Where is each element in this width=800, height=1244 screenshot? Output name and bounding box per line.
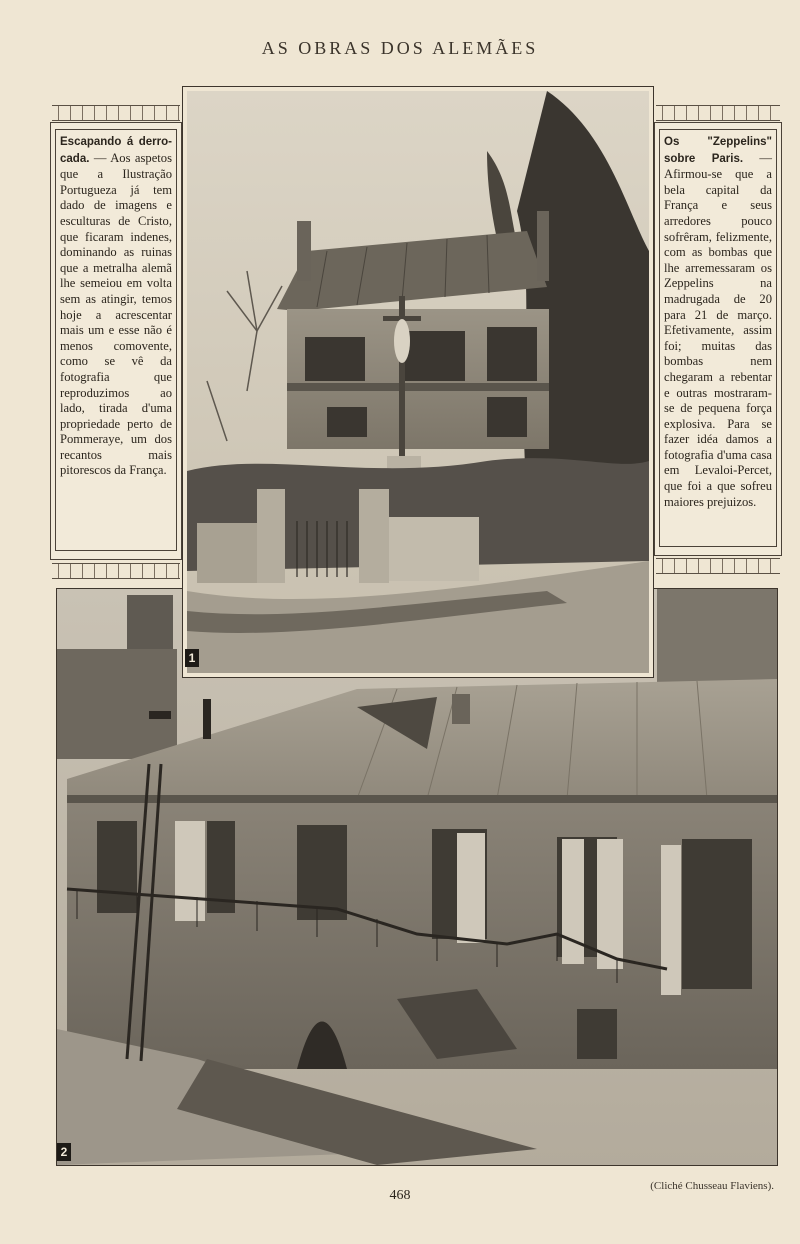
ornament-bottom-left (52, 563, 180, 579)
page-title: AS OBRAS DOS ALEMÃES (261, 38, 539, 58)
right-column-text (659, 129, 777, 547)
photo-credit: (Cliché Chusseau Flaviens). (650, 1180, 774, 1192)
page-number: 468 (389, 1188, 411, 1203)
left-column-heading: Escapando á derro-cada. (60, 136, 172, 165)
photo-1-number-badge: 1 (185, 649, 199, 667)
photo-1-image (187, 91, 649, 673)
left-column-body: — Aos aspetos que a Ilustração Portugueza já tem dado de imagens e esculturas de Cristo, que ficaram indenes, dominando as ruinas que a metralha alemã lhe semeiou em volta sem as atingir, temos hoje a acrescentar mais um e esse não é menos comovente, como se vê da fotografia que reproduzimos ao lado, tirada d'uma propriedade perto de Pommeraye, um dos recantos mais pitorescos da França. (60, 150, 172, 478)
photo-1 (182, 86, 654, 678)
right-column-box (654, 122, 782, 556)
right-column-heading: Os "Zeppelins" sobre Paris. (664, 136, 772, 165)
ornament-top-right (656, 105, 780, 121)
photo-2-number-badge: 2 (57, 1143, 71, 1161)
ornament-top-left (52, 105, 180, 121)
left-column-text (55, 129, 177, 551)
left-column-box (50, 122, 182, 560)
ornament-bottom-right (656, 558, 780, 574)
right-column-body: — Afirmou-se que a bela capital da França e seus arredores pouco sofrêram, felizmente, com as bombas que lhe arremessaram os Zeppelins na madrugada de 20 para 21 de março. Efetivamente, assim foi; muitas das bombas nem chegaram a rebentar e outras mostraram-se de pequena força explosiva. Para se fazer idéa damos a fotografia d'uma casa em Levaloi-Percet, que foi a que sofreu maiores prejuizos. (664, 150, 772, 509)
